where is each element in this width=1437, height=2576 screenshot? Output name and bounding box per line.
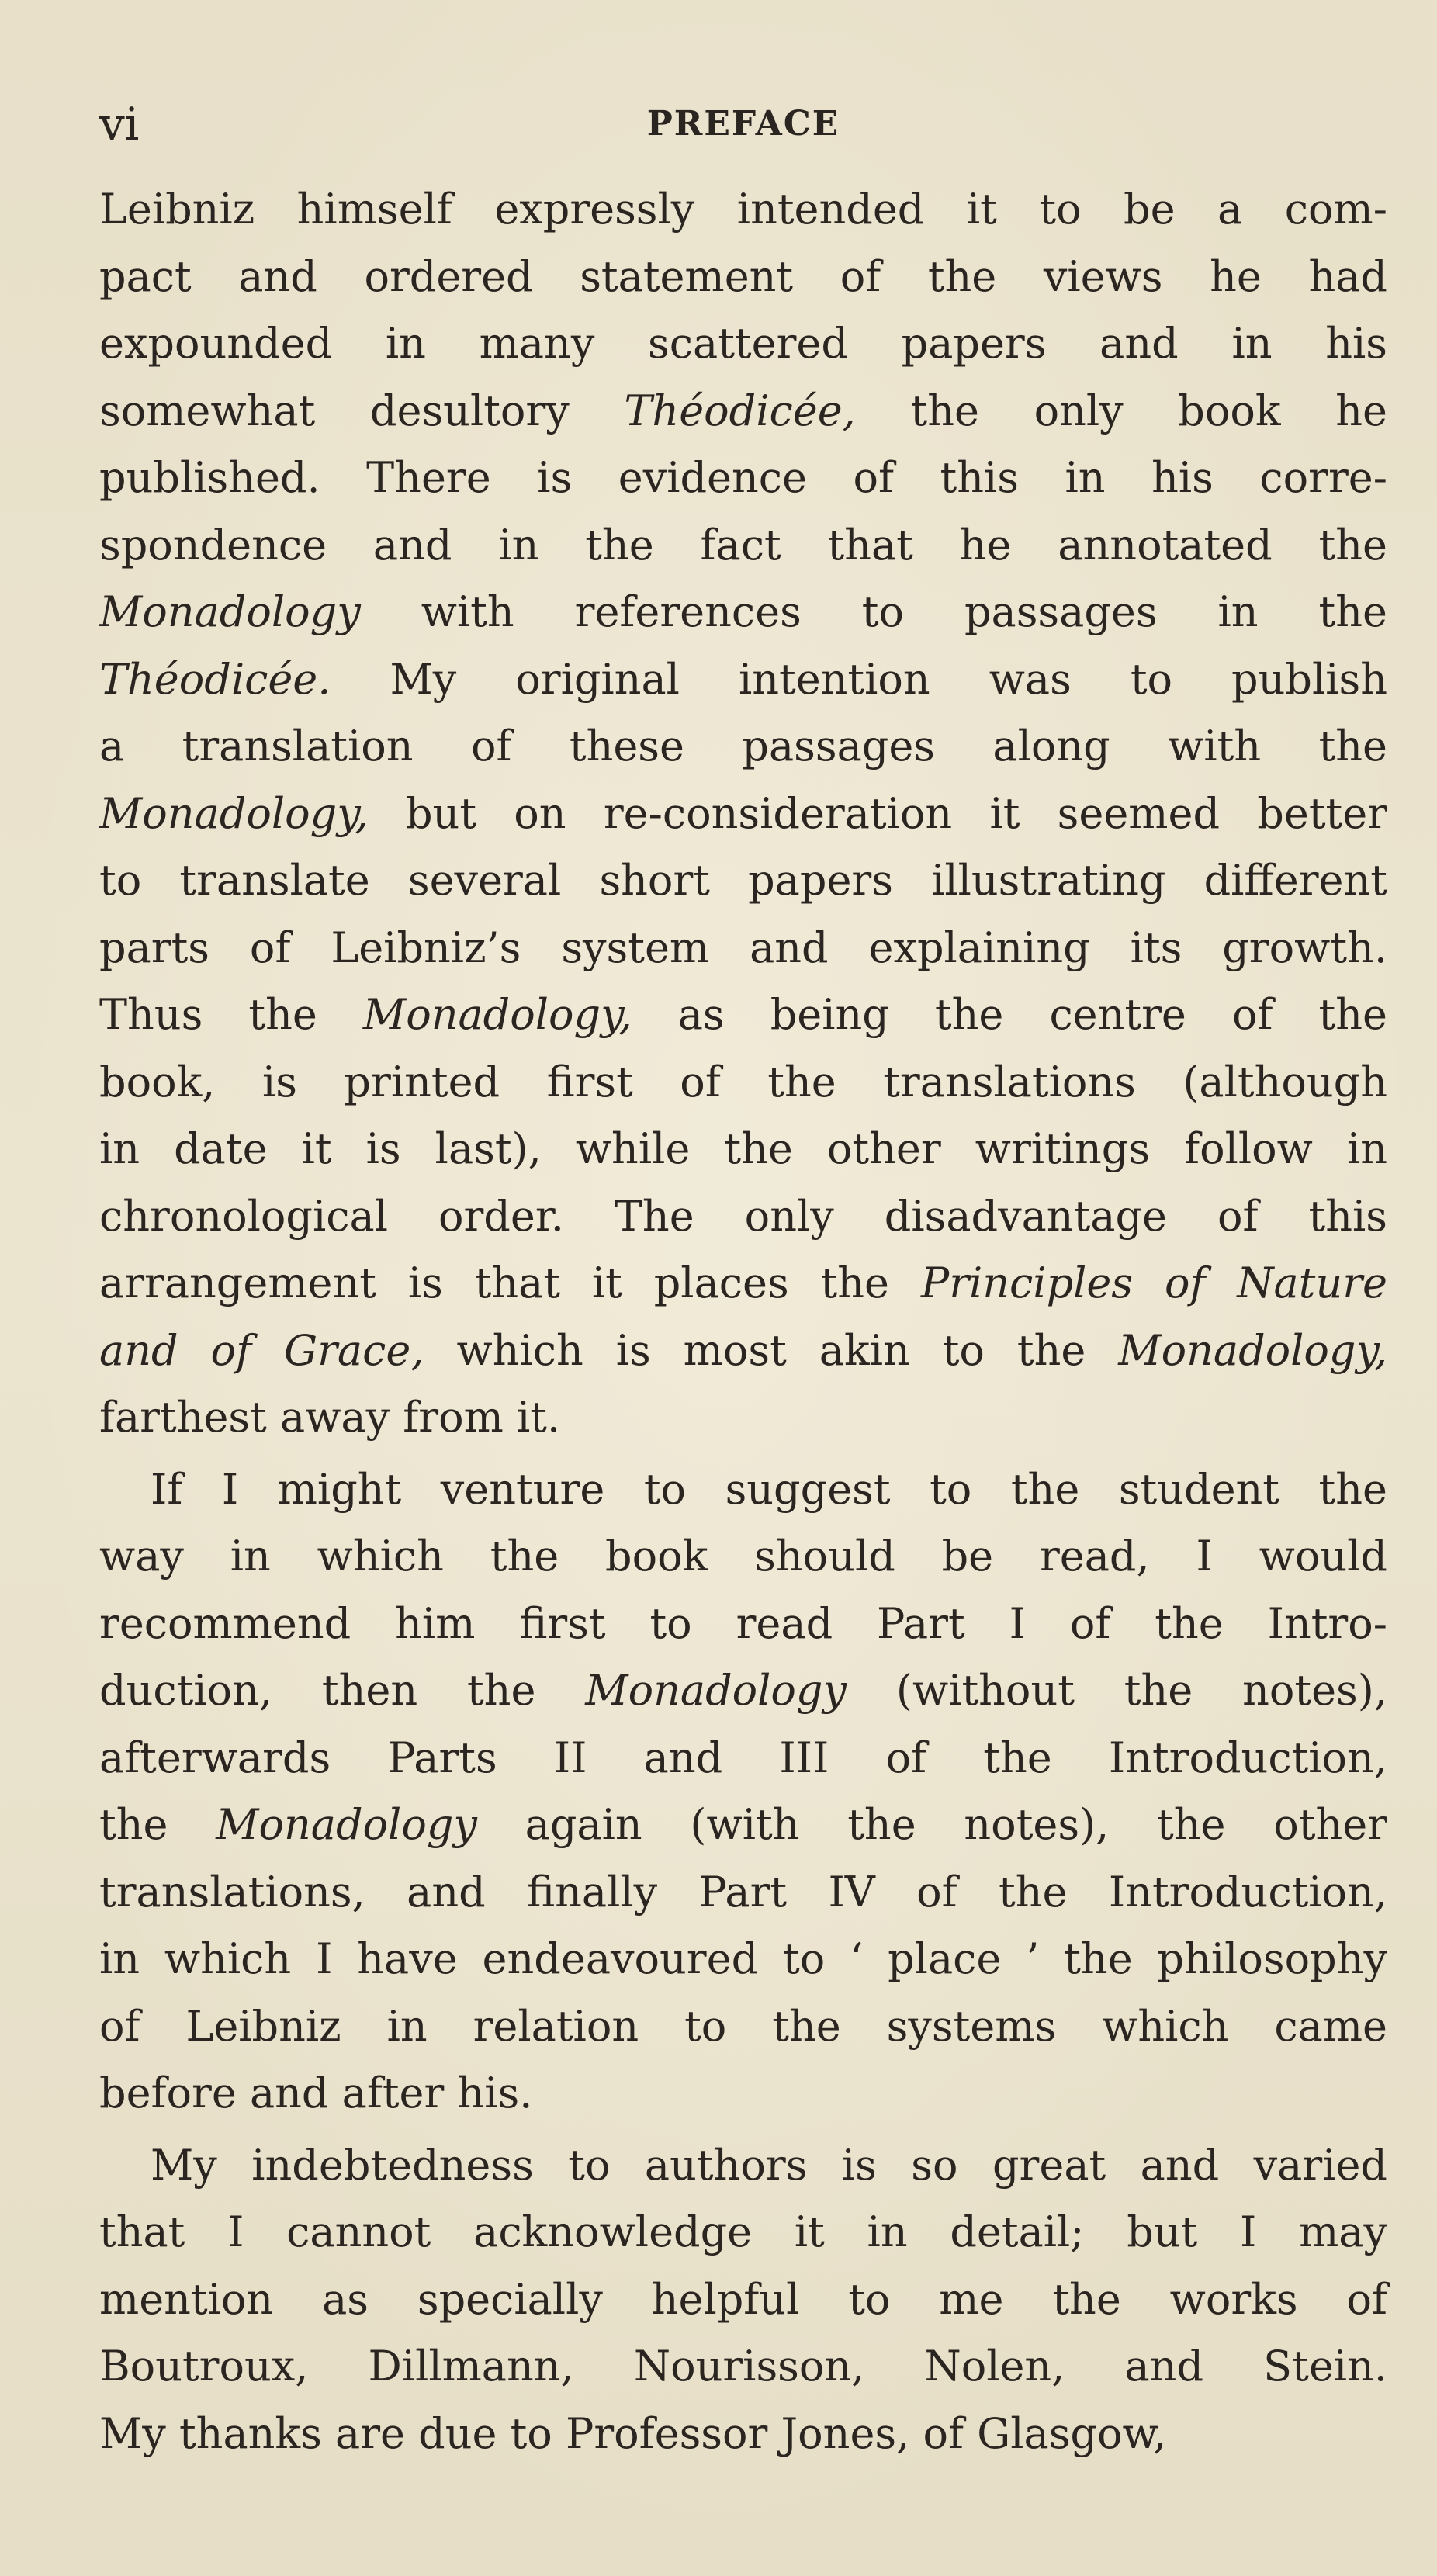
text-run: as being the centre of the <box>632 990 1387 1039</box>
text-run: farthest away from it. <box>99 1393 561 1442</box>
text-line <box>99 2266 1387 2334</box>
text-line <box>99 781 1387 848</box>
text-line <box>99 2199 1387 2266</box>
text-line <box>99 1993 1387 2061</box>
text-run: Boutroux, Dillmann, Nourisson, Nolen, and Stein. <box>99 2342 1387 2391</box>
italic-title: Monadology, <box>99 788 369 838</box>
text-line <box>99 1116 1387 1183</box>
text-run: again (with the notes), the other <box>476 1800 1387 1849</box>
text-line <box>99 1859 1387 1927</box>
text-line <box>99 1657 1387 1725</box>
text-run: to translate several short papers illustrating different <box>99 856 1387 905</box>
text-run: My original intention was to publish <box>331 654 1387 704</box>
text-line <box>99 1183 1387 1251</box>
italic-title: Principles of Nature <box>920 1259 1387 1307</box>
italic-title: Monadology <box>216 1800 477 1849</box>
text-run: (without the notes), <box>847 1666 1387 1715</box>
text-run: the <box>99 1800 216 1849</box>
text-run: My thanks are due to Professor Jones, of Glasgow, <box>99 2408 1167 2458</box>
text-run: chronological order. The only disadvantage of this <box>99 1191 1387 1241</box>
text-run: Thus the <box>99 990 363 1039</box>
text-run: duction, then the <box>99 1666 586 1715</box>
text-run: somewhat desultory <box>99 386 625 435</box>
text-run: a translation of these passages along with the <box>99 722 1387 770</box>
text-line <box>99 847 1387 915</box>
text-line <box>99 1523 1387 1591</box>
text-run: Leibniz himself expressly intended it to be a com- <box>99 185 1387 234</box>
text-line <box>99 1725 1387 1792</box>
italic-title: Théodicée. <box>99 654 331 704</box>
text-line <box>99 982 1387 1049</box>
body-text <box>99 176 1387 2467</box>
page-number: vi <box>99 98 140 151</box>
text-line <box>99 2132 1387 2200</box>
text-line <box>99 713 1387 781</box>
text-line <box>99 176 1387 244</box>
text-run: of Leibniz in relation to the systems which came <box>99 2001 1387 2051</box>
text-line <box>99 2060 1387 2128</box>
page-header <box>99 93 1387 155</box>
text-run: afterwards Parts II and III of the Introduction, <box>99 1733 1387 1782</box>
text-run: If I might venture to suggest to the student the <box>151 1464 1387 1514</box>
text-run: pact and ordered statement of the views he had <box>99 251 1387 301</box>
text-run: in date it is last), while the other writings follow in <box>99 1124 1387 1173</box>
text-line <box>99 512 1387 580</box>
text-run: but on re-consideration it seemed better <box>368 788 1387 838</box>
text-line <box>99 1049 1387 1117</box>
text-run: recommend him first to read Part I of the Intro- <box>99 1598 1387 1648</box>
text-run: way in which the book should be read, I would <box>99 1532 1387 1581</box>
text-line <box>99 1926 1387 1993</box>
text-run: published. There is evidence of this in his corre- <box>99 453 1387 502</box>
text-run: translations, and finally Part IV of the Introduction, <box>99 1867 1387 1916</box>
text-run: expounded in many scattered papers and in his <box>99 319 1387 368</box>
italic-title: and of Grace, <box>99 1325 424 1375</box>
text-line <box>99 1250 1387 1317</box>
text-run: mention as specially helpful to me the works of <box>99 2274 1387 2324</box>
paragraph <box>99 2132 1387 2468</box>
running-head: PREFACE <box>646 104 840 144</box>
text-line <box>99 1591 1387 1658</box>
text-line <box>99 646 1387 714</box>
italic-title: Monadology <box>585 1666 847 1715</box>
paragraph <box>99 176 1387 1452</box>
text-run: arrangement is that it places the <box>99 1259 921 1307</box>
text-run: in which I have endeavoured to ‘ place ’ the philosophy <box>99 1934 1387 1983</box>
text-line <box>99 2333 1387 2401</box>
text-run: the only book he <box>855 386 1387 435</box>
text-line <box>99 1456 1387 1524</box>
text-run: with references to passages in the <box>360 587 1387 636</box>
text-line <box>99 1792 1387 1859</box>
italic-title: Monadology <box>99 587 361 636</box>
text-line <box>99 2401 1387 2468</box>
italic-title: Monadology, <box>1118 1325 1387 1375</box>
text-line <box>99 378 1387 445</box>
text-run: parts of Leibniz’s system and explaining its growth. <box>99 923 1387 972</box>
paragraph <box>99 1456 1387 2128</box>
text-line <box>99 915 1387 982</box>
text-run: My indebtedness to authors is so great and varied <box>151 2140 1387 2190</box>
text-line <box>99 244 1387 311</box>
text-line <box>99 1384 1387 1452</box>
text-run: spondence and in the fact that he annotated the <box>99 520 1387 570</box>
text-line <box>99 1317 1387 1385</box>
text-run: that I cannot acknowledge it in detail; but I may <box>99 2207 1387 2256</box>
text-line <box>99 579 1387 646</box>
text-line <box>99 445 1387 512</box>
italic-title: Monadology, <box>362 990 632 1039</box>
text-run: book, is printed first of the translations (although <box>99 1057 1387 1106</box>
text-run: which is most akin to the <box>424 1325 1119 1375</box>
text-line <box>99 310 1387 378</box>
italic-title: Théodicée, <box>624 386 856 435</box>
text-run: before and after his. <box>99 2069 533 2117</box>
